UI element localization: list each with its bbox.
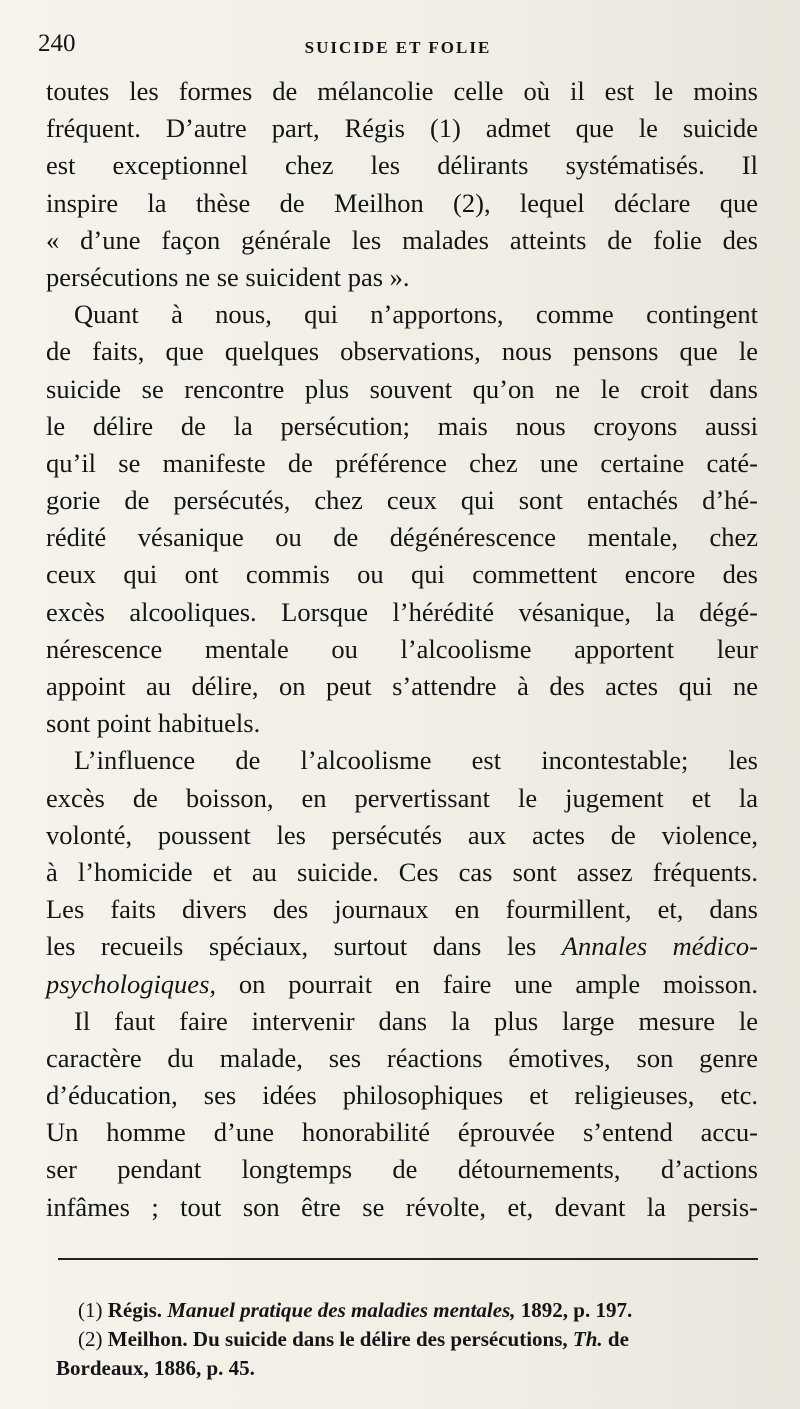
text-line: ceux qui ont commis ou qui commettent encore des: [46, 559, 758, 590]
footnote-detail: Bordeaux, 1886, p. 45.: [56, 1356, 255, 1380]
text-line: L’influence de l’alcoolisme est incontestable; les: [74, 745, 758, 776]
text-line: d’éducation, ses idées philosophiques et religieuses, etc.: [46, 1080, 758, 1111]
text-line: caractère du malade, ses réactions émotives, son genre: [46, 1042, 758, 1073]
footnote-title: Th.: [572, 1327, 603, 1351]
text-line: est exceptionnel chez les délirants systématisés. Il: [46, 150, 758, 181]
footnotes: [56, 1296, 766, 1383]
text-line: de faits, que quelques observations, nous pensons que le: [46, 336, 758, 367]
footnote-detail: de: [607, 1327, 629, 1351]
text-line: [46, 928, 758, 965]
text-line: le délire de la persécution; mais nous croyons aussi: [46, 410, 758, 441]
text-line: fréquent. D’autre part, Régis (1) admet que le suicide: [46, 113, 758, 144]
text-line: Les faits divers des journaux en fourmillent, et, dans: [46, 894, 758, 925]
footnote-detail: 1892, p. 197.: [520, 1298, 633, 1322]
text-line: volonté, poussent les persécutés aux actes de violence,: [46, 819, 758, 850]
footnote-2-continued: [56, 1354, 766, 1383]
text-line: gorie de persécutés, chez ceux qui sont entachés d’hé-: [46, 485, 758, 516]
text-line: Il faut faire intervenir dans la plus large mesure le: [74, 1005, 758, 1036]
text-line: « d’une façon générale les malades atteints de folie des: [46, 224, 758, 255]
text-line: Un homme d’une honorabilité éprouvée s’entend accu-: [46, 1117, 758, 1148]
text-segment: les recueils spéciaux, surtout dans les: [46, 931, 537, 962]
text-segment: on pourrait en faire une ample moisson.: [216, 968, 758, 999]
footnote-author: Régis.: [107, 1298, 162, 1322]
italic-journal-title: Annales médico-: [561, 931, 758, 962]
footnote-1: [56, 1296, 766, 1325]
text-line: appoint au délire, on peut s’attendre à des actes qui ne: [46, 671, 758, 701]
text-line: nérescence mentale ou l’alcoolisme apportent leur: [46, 633, 758, 664]
running-head: SUICIDE ET FOLIE: [304, 38, 492, 57]
text-line: suicide se rencontre plus souvent qu’on ne le croit dans: [46, 373, 758, 404]
text-line: ser pendant longtemps de détournements, d’actions: [46, 1154, 758, 1185]
text-line: inspire la thèse de Meilhon (2), lequel déclare que: [46, 187, 758, 218]
footnote-text: Du suicide dans le délire des persécutions,: [192, 1327, 568, 1351]
text-line: Quant à nous, qui n’apportons, comme contingent: [74, 299, 758, 330]
text-line: rédité vésanique ou de dégénérescence mentale, chez: [46, 522, 758, 553]
italic-journal-title-cont: psychologiques,: [46, 968, 217, 999]
page-header: [38, 30, 758, 70]
footnote-2: [56, 1325, 766, 1354]
text-line: persécutions ne se suicident pas ».: [46, 261, 410, 292]
text-line: qu’il se manifeste de préférence chez une certaine caté-: [46, 447, 758, 478]
footnote-marker: (1): [78, 1298, 103, 1322]
text-line: infâmes ; tout son être se révolte, et, devant la persis-: [46, 1191, 758, 1222]
text-line: à l’homicide et au suicide. Ces cas sont assez fréquents.: [46, 856, 758, 887]
footnote-divider: [58, 1258, 758, 1260]
footnote-author: Meilhon.: [107, 1327, 188, 1351]
footnote-marker: (2): [78, 1327, 103, 1351]
text-line: excès alcooliques. Lorsque l’hérédité vésanique, la dégé-: [46, 596, 758, 627]
text-line: sont point habituels.: [46, 708, 261, 739]
body-text: [46, 73, 758, 1226]
footnote-title: Manuel pratique des maladies mentales,: [167, 1298, 516, 1322]
text-line: [46, 966, 758, 1003]
text-line: excès de boisson, en pervertissant le jugement et la: [46, 782, 758, 813]
text-line: toutes les formes de mélancolie celle où il est le moins: [46, 76, 758, 106]
page-number: 240: [38, 30, 76, 57]
